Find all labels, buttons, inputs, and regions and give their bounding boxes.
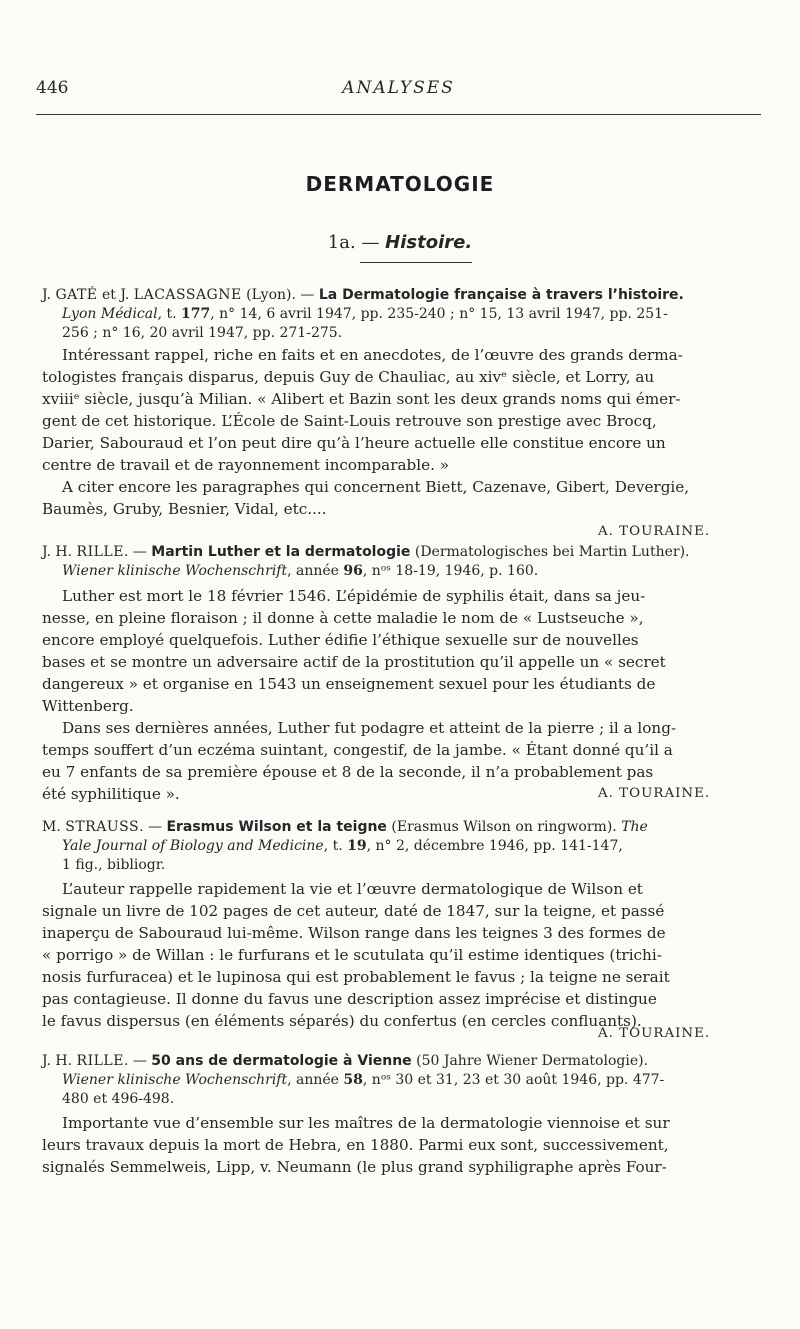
journal-name: Lyon Médical [62,306,158,322]
citation-line: Lyon Médical, t. 177, n° 14, 6 avril 1947, pp. 235-240 ; n° 15, 13 avril 1947, pp. 251- [62,306,668,322]
running-title: ANALYSES [342,78,455,98]
signature: A. TOURAINE. [598,786,711,801]
body-line: temps souffert d’un eczéma suintant, congestif, de la jambe. « Étant donné qu’il a [42,741,673,759]
body-line: été syphilitique ». [42,785,180,803]
journal-name: Wiener klinische Wochenschrift [62,1072,288,1088]
body-line: Intéressant rappel, riche en faits et en anecdotes, de l’œuvre des grands derma- [62,346,683,364]
body-line: signale un livre de 102 pages de cet auteur, daté de 1847, sur la teigne, et passé [42,902,665,920]
body-line: centre de travail et de rayonnement incomparable. » [42,456,450,474]
body-line: Baumès, Gruby, Besnier, Vidal, etc.... [42,500,327,518]
citation-line: Wiener klinische Wochenschrift, année 96, nᵒˢ 18-19, 1946, p. 160. [62,563,539,579]
page-number: 446 [36,78,69,98]
body-line: eu 7 enfants de sa première épouse et 8 de la seconde, il n’a probablement pas [42,763,654,781]
body-line: « porrigo » de Willan : le furfurans et le scutulata qu’il estime identiques (trichi- [42,946,662,964]
subsection-heading [0,232,800,253]
citation-line: 480 et 496-498. [62,1091,175,1107]
body-line: Dans ses dernières années, Luther fut podagre et atteint de la pierre ; il a long- [62,719,677,737]
body-line: inaperçu de Sabouraud lui-même. Wilson range dans les teignes 3 des formes de [42,924,666,942]
article-title: 50 ans de dermatologie à Vienne [151,1053,412,1069]
body-line: Wittenberg. [42,697,134,715]
article-title: Martin Luther et la dermatologie [151,544,411,560]
subsection-title: Histoire. [385,232,473,253]
citation-line: Wiener klinische Wochenschrift, année 58, nᵒˢ 30 et 31, 23 et 30 août 1946, pp. 477- [62,1072,665,1088]
section-title: DERMATOLOGIE [305,172,495,196]
subsection-number: 1a. [327,232,356,253]
body-line: nosis furfuracea) et le lupinosa qui est probablement le favus ; la teigne ne serait [42,968,670,986]
subsection-rule [360,262,472,263]
citation-line: M. STRAUSS. — Erasmus Wilson et la teigne (Erasmus Wilson on ringworm). The [42,819,648,835]
body-line: Importante vue d’ensemble sur les maîtres de la dermatologie viennoise et sur [62,1114,670,1132]
author-name: RILLE [76,1053,124,1069]
body-line: signalés Semmelweis, Lipp, v. Neumann (le plus grand syphiligraphe après Four- [42,1158,667,1176]
running-header [36,78,761,104]
subsection-dash: — [361,232,380,253]
body-line: Darier, Sabouraud et l’on peut dire qu’à l’heure actuelle elle constitue encore un [42,434,666,452]
citation-line: 256 ; n° 16, 20 avril 1947, pp. 271-275. [62,325,343,341]
body-line: le favus dispersus (en éléments séparés) du confertus (en cercles confluants). [42,1012,642,1030]
citation-line: J. H. RILLE. — 50 ans de dermatologie à Vienne (50 Jahre Wiener Dermatologie). [42,1053,649,1069]
body-line: dangereux » et organise en 1543 un enseignement sexuel pour les étudiants de [42,675,656,693]
citation-line: J. H. RILLE. — Martin Luther et la dermatologie (Dermatologisches bei Martin Luther). [42,544,690,560]
body-line: encore employé quelquefois. Luther édifie l’éthique sexuelle sur de nouvelles [42,631,639,649]
body-line: tologistes français disparus, depuis Guy de Chauliac, au xivᵉ siècle, et Lorry, au [42,368,655,386]
header-rule [36,114,761,115]
signature: A. TOURAINE. [598,1026,711,1041]
journal-name: Wiener klinische Wochenschrift [62,563,288,579]
author-name: GATÉ [55,287,98,303]
journal-name: Yale Journal of Biology and Medicine [62,838,324,854]
body-line: L’auteur rappelle rapidement la vie et l’œuvre dermatologique de Wilson et [62,880,643,898]
citation-line: 1 fig., bibliogr. [62,857,166,873]
body-line: nesse, en pleine floraison ; il donne à cette maladie le nom de « Lustseuche », [42,609,644,627]
body-line: Luther est mort le 18 février 1546. L’épidémie de syphilis était, dans sa jeu- [62,587,646,605]
citation-line: Yale Journal of Biology and Medicine, t. 19, n° 2, décembre 1946, pp. 141-147, [62,838,623,854]
citation-line: J. GATÉ et J. LACASSAGNE (Lyon). — La Dermatologie française à travers l’histoire. [42,287,684,303]
body-line: bases et se montre un adversaire actif de la prostitution qu’il appelle un « secret [42,653,666,671]
article-title: Erasmus Wilson et la teigne [166,819,387,835]
signature: A. TOURAINE. [598,524,711,539]
body-line: xviiiᵉ siècle, jusqu’à Milian. « Alibert et Bazin sont les deux grands noms qui émer- [42,390,681,408]
author-name: STRAUSS [65,819,140,835]
article-title: La Dermatologie française à travers l’histoire. [318,287,684,303]
body-line: gent de cet historique. L’École de Saint-Louis retrouve son prestige avec Brocq, [42,412,657,430]
body-line: A citer encore les paragraphes qui concernent Biett, Cazenave, Gibert, Devergie, [62,478,690,496]
body-line: leurs travaux depuis la mort de Hebra, en 1880. Parmi eux sont, successivement, [42,1136,669,1154]
author-name: RILLE [76,544,124,560]
body-line: pas contagieuse. Il donne du favus une description assez imprécise et distingue [42,990,657,1008]
author-name: LACASSAGNE [133,287,242,303]
